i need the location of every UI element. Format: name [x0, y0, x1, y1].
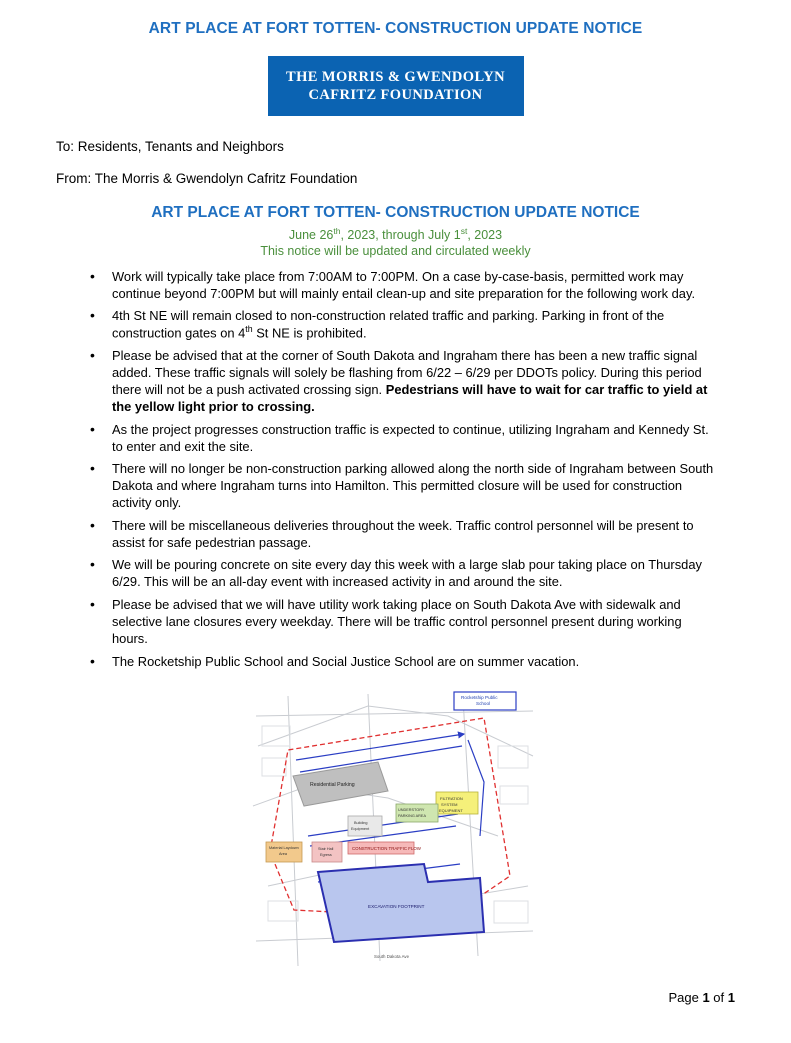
document-page	[0, 20, 791, 1043]
map-label-building-equipment-1: Building	[354, 820, 368, 825]
address-block	[56, 138, 735, 188]
footer-prefix: Page	[668, 990, 703, 1005]
to-line: To: Residents, Tenants and Neighbors	[56, 139, 284, 154]
list-item: • Please be advised that we will have utility work taking place on South Dakota Ave with sidewalk and selective lane closures every weekday. There will be traffic control personnel present during working hours.	[90, 596, 721, 647]
map-label-filtration-2: SYSTEM	[441, 801, 458, 807]
construction-site-map	[248, 686, 543, 971]
map-label-material-2: Area	[279, 851, 288, 856]
map-label-traffic-flow: CONSTRUCTION TRAFFIC FLOW	[352, 845, 421, 851]
map-label-south-dakota-ave: South Dakota Ave	[374, 953, 410, 959]
map-label-rocketship-line2: School	[476, 700, 491, 706]
list-item	[90, 347, 721, 415]
page-title: ART PLACE AT FORT TOTTEN- CONSTRUCTION UPDATE NOTICE	[148, 20, 643, 37]
map-label-excavation-footprint: EXCAVATION FOOTPRINT	[368, 903, 425, 909]
list-item: • There will no longer be non-construction parking allowed along the north side of Ingraham between South Dakota and where Ingraham turns into Hamilton. This permitted closure will be used for construction activity only.	[90, 460, 721, 511]
logo-line-1: THE MORRIS & GWENDOLYN	[286, 68, 505, 85]
logo-line-2: CAFRITZ FOUNDATION	[308, 87, 483, 103]
map-label-understory-2: PARKING AREA	[398, 813, 426, 818]
bullet-3-plain: Please be advised that at the corner of South Dakota and Ingraham there has been a new traffic signal added. These traffic signals will solely be flashing from 6/22 – 6/29 per DDOTs policy. During this period there will not be a push activated crossing sign.	[112, 348, 702, 398]
subject-note: This notice will be updated and circulated weekly	[260, 243, 531, 258]
notice-bullet-list	[56, 268, 735, 670]
site-map-container	[56, 686, 735, 971]
list-item: • The Rocketship Public School and Social Justice School are on summer vacation.	[90, 653, 721, 670]
map-label-material-1: Material Laydown	[269, 845, 299, 850]
map-label-filtration-3: EQUIPMENT	[439, 807, 463, 813]
list-item: • There will be miscellaneous deliveries throughout the week. Traffic control personnel will be present to assist for safe pedestrian passage.	[90, 517, 721, 551]
footer-middle: of	[709, 990, 728, 1005]
map-label-filtration-1: FILTRATION	[440, 795, 463, 801]
list-item: • 4th St NE will remain closed to non-construction related traffic and parking. Parking in front of the construction gates on 4th St NE is prohibited.	[90, 307, 721, 341]
logo-container	[56, 56, 735, 116]
map-label-residential-parking: Residential Parking	[310, 781, 355, 788]
map-label-building-equipment-2: Equipment	[351, 826, 370, 831]
footer-page-number: 1	[702, 990, 710, 1005]
map-label-understory-1: UNDERSTORY	[398, 807, 425, 812]
subject-dates	[56, 225, 735, 241]
subject-dates-text: June 26th, 2023, through July 1st, 2023	[288, 225, 503, 242]
from-line: From: The Morris & Gwendolyn Cafritz Foundation	[56, 171, 358, 187]
map-label-stair-2: Egress	[320, 852, 332, 857]
footer-total-pages: 1	[727, 990, 735, 1005]
map-label-stair-1: Stair Hall	[318, 846, 334, 851]
list-item: • We will be pouring concrete on site every day this week with a large slab pour taking place on Thursday 6/29. This will be an all-day event with increased activity in and around the site.	[90, 556, 721, 590]
list-item: • Work will typically take place from 7:00AM to 7:00PM. On a case by-case-basis, permitted work may continue beyond 7:00PM but will mainly entail clean-up and site preparation for the following work day.	[90, 268, 721, 302]
subject-title: ART PLACE AT FORT TOTTEN- CONSTRUCTION UPDATE NOTICE	[151, 204, 640, 222]
map-label-rocketship-line1: Rocketship Public	[461, 694, 498, 700]
cafritz-foundation-logo	[268, 56, 524, 116]
list-item: • As the project progresses construction traffic is expected to continue, utilizing Ingraham and Kennedy St. to enter and exit the site.	[90, 421, 721, 455]
bullet-3-bold: Pedestrians will have to wait for car traffic to yield at the yellow light prior to crossing.	[112, 382, 708, 415]
page-footer	[668, 990, 735, 1005]
